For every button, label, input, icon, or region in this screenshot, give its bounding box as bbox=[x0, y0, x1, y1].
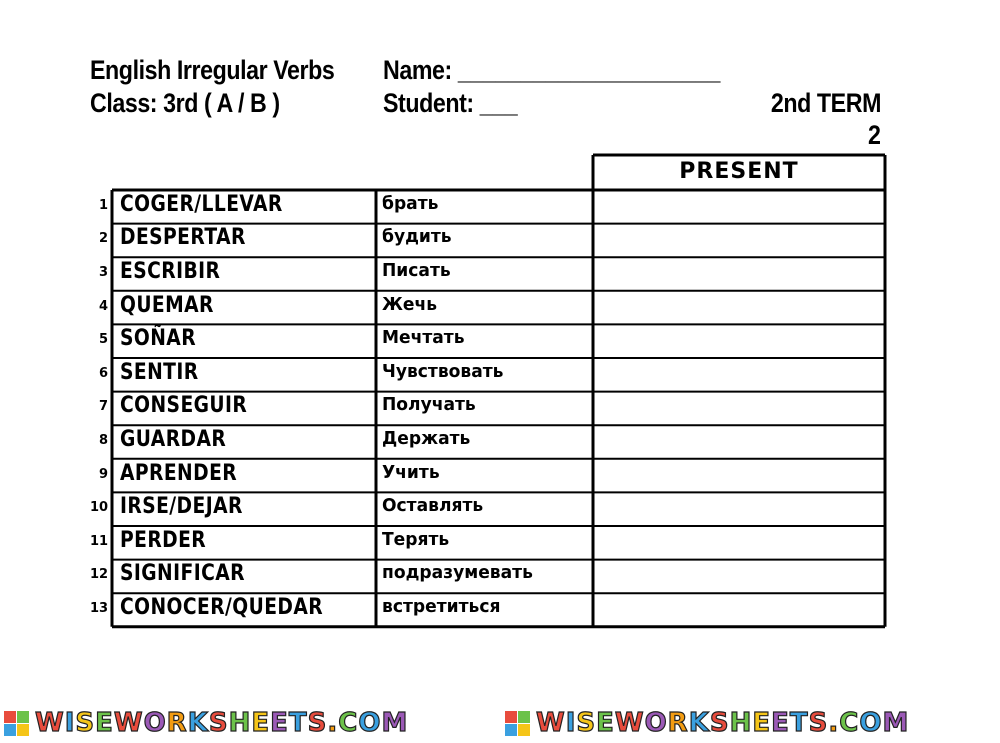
watermark-letter: R bbox=[166, 708, 188, 738]
logo-square bbox=[505, 711, 517, 723]
watermark-letter: H bbox=[729, 708, 753, 738]
watermark-letter: S bbox=[709, 708, 730, 738]
row-number: 13 bbox=[90, 601, 109, 616]
watermark-letter: K bbox=[688, 708, 710, 738]
watermark-letter: C bbox=[338, 708, 359, 738]
row-number: 10 bbox=[90, 500, 109, 516]
spanish-verb: CONOCER/QUEDAR bbox=[120, 595, 324, 620]
row-number: 3 bbox=[98, 265, 108, 280]
logo-square bbox=[518, 711, 530, 723]
watermark-letter: S bbox=[576, 708, 597, 738]
watermark-right bbox=[505, 708, 909, 738]
watermark-letter: W bbox=[536, 708, 566, 738]
worksheet-title: English Irregular Verbs bbox=[90, 55, 335, 85]
watermark-letter: W bbox=[614, 708, 645, 738]
row-number: 1 bbox=[98, 197, 108, 213]
watermark-logo-icon bbox=[4, 711, 29, 736]
russian-translation: Терять bbox=[382, 528, 450, 550]
row-number: 7 bbox=[98, 399, 108, 415]
russian-translation: будить bbox=[382, 226, 452, 248]
watermark-letter: W bbox=[113, 708, 144, 738]
watermark-letter: M bbox=[882, 708, 910, 738]
watermark-letter: S bbox=[808, 708, 829, 738]
russian-translation: встретиться bbox=[382, 596, 501, 617]
present-column-header: PRESENT bbox=[679, 159, 799, 184]
spanish-verb: ESCRIBIR bbox=[120, 259, 221, 284]
spanish-verb: GUARDAR bbox=[120, 427, 227, 452]
spanish-verb: SIGNIFICAR bbox=[120, 561, 245, 587]
spanish-verb: APRENDER bbox=[120, 460, 238, 486]
spanish-verb: SENTIR bbox=[120, 359, 199, 385]
russian-translation: подразумевать bbox=[382, 562, 533, 584]
watermark-logo-icon bbox=[505, 711, 530, 736]
watermark-letter: T bbox=[789, 708, 809, 738]
term-number: 2 bbox=[868, 120, 881, 150]
row-number: 4 bbox=[98, 298, 108, 314]
present-answer-cell[interactable] bbox=[596, 562, 882, 592]
watermark-letter: W bbox=[35, 708, 65, 738]
watermark-left bbox=[4, 708, 408, 738]
logo-square bbox=[518, 724, 530, 736]
russian-translation: Писать bbox=[382, 260, 451, 281]
watermark-letter: H bbox=[228, 708, 252, 738]
russian-translation: Оставлять bbox=[382, 495, 484, 517]
present-answer-cell[interactable] bbox=[596, 360, 882, 390]
watermark-letter: O bbox=[143, 708, 167, 738]
watermark-letter: I bbox=[565, 708, 577, 738]
watermark-letter: K bbox=[187, 708, 209, 738]
russian-translation: Мечтать bbox=[382, 327, 465, 349]
spanish-verb: CONSEGUIR bbox=[120, 393, 248, 419]
present-answer-cell[interactable] bbox=[596, 494, 882, 524]
watermark-letter: E bbox=[270, 708, 289, 738]
watermark-letter: C bbox=[839, 708, 860, 738]
russian-translation: Жечь bbox=[382, 293, 438, 315]
logo-square bbox=[4, 711, 16, 723]
present-answer-cell[interactable] bbox=[596, 528, 882, 558]
logo-square bbox=[17, 711, 29, 723]
row-number: 11 bbox=[90, 533, 109, 549]
watermark-letter: T bbox=[288, 708, 308, 738]
watermark-letter: S bbox=[75, 708, 96, 738]
watermark-letter: E bbox=[95, 708, 114, 738]
watermark-letter: S bbox=[307, 708, 328, 738]
present-answer-cell[interactable] bbox=[596, 326, 882, 356]
spanish-verb: IRSE/DEJAR bbox=[120, 494, 243, 520]
spanish-verb: DESPERTAR bbox=[120, 225, 246, 251]
student-field[interactable]: Student: ___ bbox=[383, 88, 518, 118]
russian-translation: Получать bbox=[382, 394, 476, 416]
watermark-letter: I bbox=[64, 708, 76, 738]
row-number: 8 bbox=[98, 433, 108, 448]
watermark-letter: E bbox=[251, 708, 271, 738]
watermark-letter: E bbox=[752, 708, 772, 738]
watermark-letter: O bbox=[859, 708, 883, 738]
russian-translation: Учить bbox=[382, 461, 440, 483]
russian-translation: брать bbox=[382, 192, 439, 214]
class-line: Class: 3rd ( A / B ) bbox=[90, 88, 280, 118]
russian-translation: Держать bbox=[382, 428, 471, 449]
name-field[interactable]: Name: _____________________ bbox=[383, 55, 721, 85]
present-answer-cell[interactable] bbox=[596, 192, 882, 222]
term-label: 2nd TERM bbox=[770, 88, 881, 118]
watermark-letter: . bbox=[327, 708, 339, 738]
present-answer-cell[interactable] bbox=[596, 226, 882, 256]
spanish-verb: SOÑAR bbox=[120, 326, 197, 352]
watermark-letter: E bbox=[596, 708, 615, 738]
russian-translation: Чувствовать bbox=[382, 360, 504, 382]
watermark-text bbox=[536, 708, 909, 738]
spanish-verb: QUEMAR bbox=[120, 292, 214, 318]
present-answer-cell[interactable] bbox=[596, 259, 882, 289]
spanish-verb: COGER/LLEVAR bbox=[120, 191, 283, 217]
watermark-letter: R bbox=[667, 708, 689, 738]
present-answer-cell[interactable] bbox=[596, 461, 882, 491]
row-number: 6 bbox=[98, 365, 108, 381]
watermark-letter: M bbox=[381, 708, 409, 738]
logo-square bbox=[4, 724, 16, 736]
present-answer-cell[interactable] bbox=[596, 595, 882, 625]
row-number: 12 bbox=[90, 567, 109, 583]
spanish-verb: PERDER bbox=[120, 527, 207, 553]
watermark-letter: O bbox=[358, 708, 382, 738]
watermark-letter: . bbox=[828, 708, 840, 738]
watermark-footer bbox=[0, 706, 1000, 743]
logo-square bbox=[17, 724, 29, 736]
row-number: 9 bbox=[98, 466, 108, 482]
watermark-letter: O bbox=[644, 708, 668, 738]
watermark-letter: E bbox=[771, 708, 790, 738]
present-answer-cell[interactable] bbox=[596, 293, 882, 323]
row-number: 5 bbox=[98, 332, 108, 348]
watermark-letter: S bbox=[208, 708, 229, 738]
row-number: 2 bbox=[98, 231, 108, 247]
logo-square bbox=[505, 724, 517, 736]
watermark-text bbox=[35, 708, 408, 738]
present-answer-cell[interactable] bbox=[596, 427, 882, 457]
present-answer-cell[interactable] bbox=[596, 394, 882, 424]
